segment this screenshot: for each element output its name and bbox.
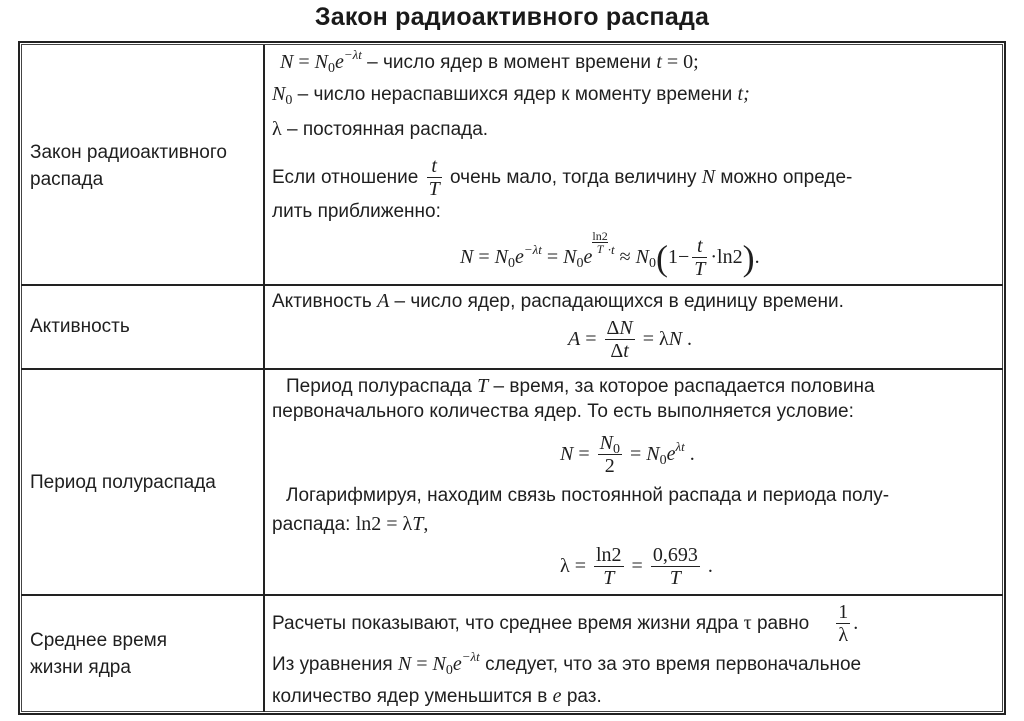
- content-line: первоначального количества ядер. То есть выполняется условие:: [272, 401, 854, 422]
- fraction-t-over-T: $\frac{t}{T}$: [428, 155, 440, 201]
- row-label-line: Закон радиоактивного: [30, 142, 227, 163]
- row-divider: [21, 594, 1003, 596]
- page-title: Закон радиоактивного распада: [314, 3, 710, 31]
- content-line: Расчеты показывают, что среднее время жизни ядра τ равно $\frac{1}{\lambda}$ .: [272, 601, 859, 647]
- content-line: лить приближенно:: [272, 201, 441, 222]
- row-label: [30, 139, 227, 193]
- content-line: λ – постоянная распада.: [272, 118, 489, 140]
- row-label: [30, 313, 130, 340]
- content-line: $N = N_0e^{-\lambda t}$ – число ядер в момент времени t = 0;: [280, 47, 699, 76]
- formula: N: [280, 51, 294, 73]
- row-label-line: распада: [30, 169, 104, 190]
- formula-activity: A = $\frac{\Delta N}{\Delta t}$ = λN .: [568, 317, 693, 363]
- row-label: [30, 627, 167, 681]
- content-line: Из уравнения $N = N_0e^{-\lambda t}$ следует, что за это время первоначальное: [272, 649, 862, 678]
- formula-decay-constant: λ = $\frac{\ln 2}{T}$ = $\frac{0,693}{T}$ .: [560, 544, 713, 590]
- content-line: Логарифмируя, находим связь постоянной распада и периода полу-: [286, 485, 890, 506]
- row-divider: [21, 368, 1003, 370]
- row-label: [30, 469, 216, 496]
- column-divider: [263, 45, 265, 712]
- row-label-line: Среднее время: [30, 630, 168, 651]
- formula-approximation: $N = N_0e^{-\lambda t} = N_0e$ $\frac{\ln 2}{T}$ $^{\cdot t} \approx N_0(1-$ $\frac{t}{T}$ ·ln2).: [460, 229, 760, 281]
- content-line: распада: ln2 = λT,: [272, 513, 429, 535]
- content-line: Период полураспада T – время, за которое распадается половина: [286, 375, 875, 397]
- content-line: $N_0$ – число нераспавшихся ядер к моменту времени t;: [272, 83, 750, 108]
- row-divider: [21, 284, 1003, 286]
- row-label-line: Период полураспада: [30, 472, 216, 493]
- content-line: Если отношение $\frac{t}{T}$ очень мало, тогда величину N можно опреде-: [272, 155, 853, 201]
- row-label-line: Активность: [30, 316, 130, 337]
- content-line: количество ядер уменьшится в e раз.: [272, 685, 602, 707]
- formula-half-life-condition: N = $\frac{N_0}{2}$ = $N_0e^{\lambda t}$ .: [560, 432, 695, 478]
- content-line: Активность A – число ядер, распадающихся в единицу времени.: [272, 290, 844, 312]
- row-label-line: жизни ядра: [30, 657, 131, 678]
